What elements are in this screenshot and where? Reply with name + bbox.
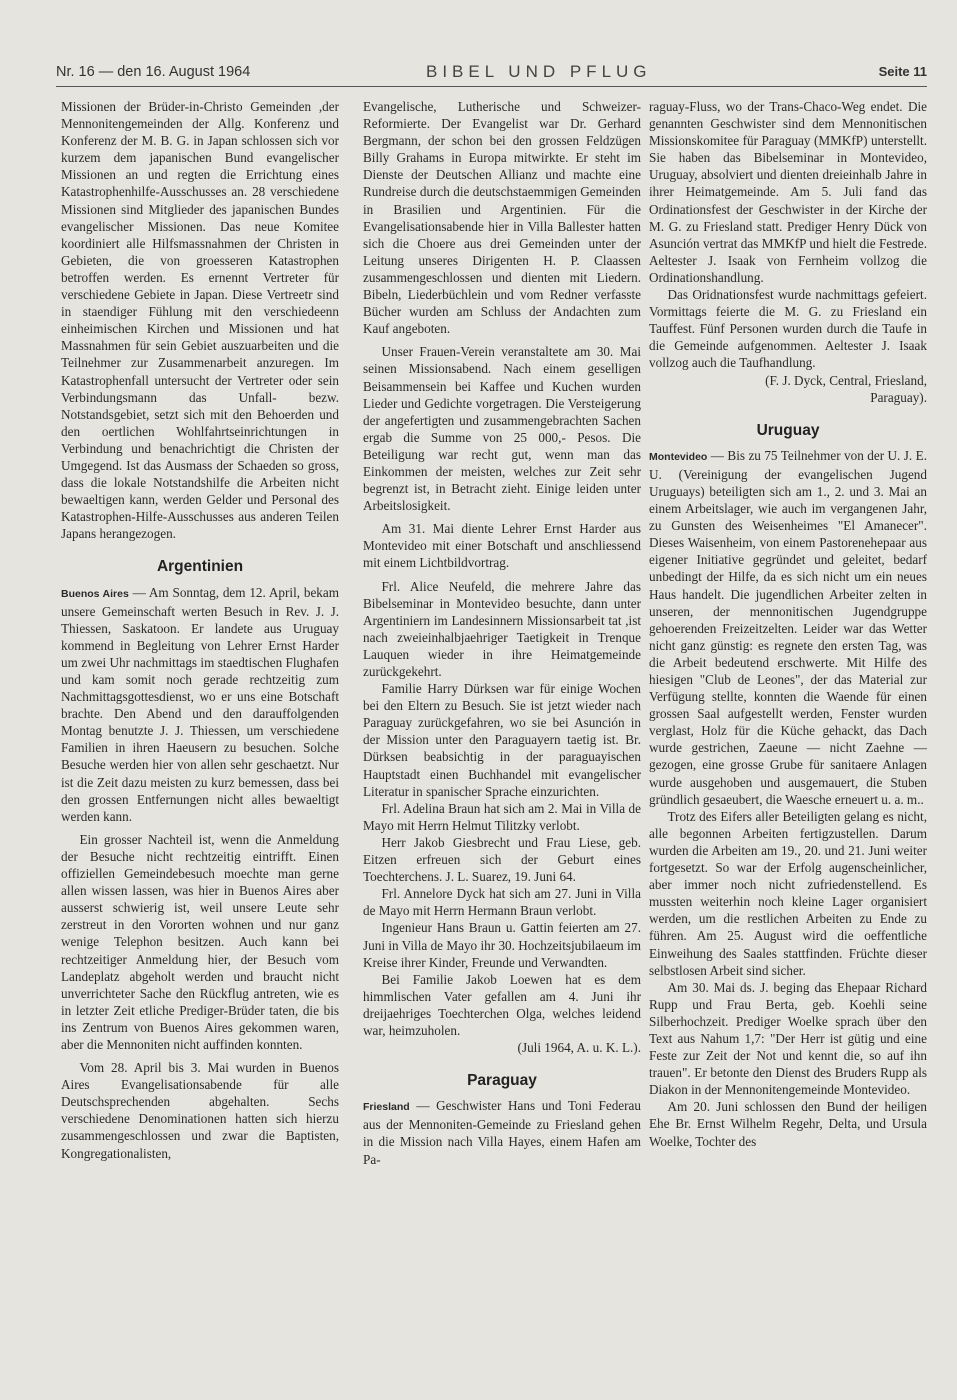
signature: (F. J. Dyck, Central, Friesland, xyxy=(765,372,927,388)
paragraph: Friesland — Geschwister Hans und Toni Federau aus der Mennoniten-Gemeinde zu Friesland gehen in die Mission nach Villa Hayes, einem Hafen am Pa- xyxy=(363,1098,641,1167)
paragraph: Frl. Alice Neufeld, die mehrere Jahre das Bibelseminar in Montevideo besuchte, dann unter Argentiniern im Landesinnern Missionsarbeit tat ,ist nach zweieinhalbjaehriger Taetigkeit in Trenque Lauquen wieder in ihre Heimatgemeinde zurückgekehrt. xyxy=(363,578,641,679)
signature: Paraguay). xyxy=(870,389,927,405)
signature: (Juli 1964, A. u. K. L.). xyxy=(517,1040,641,1056)
paragraph: Herr Jakob Giesbrecht und Frau Liese, geb. Eitzen erfreuen sich der Geburt eines Toechterchens. J. L. Suarez, 19. Juni 64. xyxy=(363,834,641,885)
column-2 xyxy=(363,98,641,1168)
section-heading-paraguay: Paraguay xyxy=(467,1072,537,1090)
paragraph: raguay-Fluss, wo der Trans-Chaco-Weg endet. Die genannten Geschwister sind dem Mennonitischen Missionskomitee für Paraguay (MMKfP) unterstellt. Sie haben das Bibelseminar in Montevideo, Uruguay, absolviert und dienten dreieinhalb Jahre in ihrer Heimatgemeinde. Am 5. Juli fand das Ordinationsfest der Geschwister in der Kirche der M. G. zu Friesland statt. Prediger Henry Dück von Asunción vertrat das MMKfP und hielt die Festrede. Aeltester J. Isaak von Fernheim vollzog die Ordinationshandlung. xyxy=(649,99,927,285)
section-heading-uruguay: Uruguay xyxy=(756,421,820,439)
paragraph: Unser Frauen-Verein veranstaltete am 30. Mai seinen Missionsabend. Nach einem geselligen Beisammensein bei Kaffee und Kuchen wurden Lieder und Gedichte vorgetragen. Die Versteigerung der angefertigten und zusammengebrachten Sachen ergab die Summe von 25 000,- Pesos. Die Beteiligung war recht gut, wenn man das Einkommen der meisten, welches zur Zeit sehr begrenzt ist, in Betracht zieht. Einige leiden unter Arbeitslosigkeit. xyxy=(363,344,641,514)
column-3 xyxy=(649,98,927,1150)
masthead xyxy=(56,60,927,87)
paragraph: Evangelische, Lutherische und Schweizer-Reformierte. Der Evangelist war Dr. Gerhard Bergmann, der schon bei den grossen Feldzügen Billy Grahams in Europa mitwirkte. Er steht im Dienste der Deutschen Allianz und machte eine Rundreise durch die deutschstaemmigen Gemeinden in Brasilien und Argentinien. Für die Evangelisationsabende hier in Villa Ballester hatten sich die Choere aus drei Gemeinden unter der Leitung unseres Dirigenten H. P. Claassen zusammengeschlossen und dienten mit Liedern. Bibeln, Liederbüchlein und vom Redner verfasste Bücher wurden am Schluss der Andachten zum Kauf angeboten. xyxy=(363,99,641,337)
paragraph: Am 20. Juni schlossen den Bund der heiligen Ehe Br. Ernst Wilhelm Regehr, Delta, und Ursula Woelke, Tochter des xyxy=(649,1099,927,1149)
section-heading-argentinien: Argentinien xyxy=(156,558,244,576)
column-1 xyxy=(61,98,339,1162)
paragraph: Trotz des Eifers aller Beteiligten gelang es nicht, alle begonnen Arbeiten fertigzustellen. Darum wurden die Arbeiten am 19., 20. und 21. Juni weiter fortgesetzt. So war der Erfolg augenscheinlicher, aber immer noch nicht zufriedenstellend. Es mussten weiterhin noch kleine Lager organisiert werden, um die restlichen Arbeiten zu Ende zu führen. Am 25. August wird die oeffentliche Einweihung des Saales stattfinden. Früchte dieser selbstlosen Arbeit sind sicher. xyxy=(649,808,927,978)
paragraph: Am 30. Mai ds. J. beging das Ehepaar Richard Rupp und Frau Berta, geb. Koehli seine Silberhochzeit. Prediger Woelke sprach über den Text aus Nahum 1,7: "Der Herr ist gütig und eine Feste zur Zeit der Not und kennt die, so auf ihn trauen". Er betonte den Dienst des Bruders Rupp als Diakon in der Mennonitengemeinde Montevideo. xyxy=(649,979,927,1098)
paragraph: Am 31. Mai diente Lehrer Ernst Harder aus Montevideo mit einer Botschaft und anschliessend mit einem Lichtbildvortrag. xyxy=(363,521,641,571)
paragraph: Familie Harry Dürksen war für einige Wochen bei den Eltern zu Besuch. Sie ist jetzt wieder nach Paraguay zurückgefahren, wo sie bei Asunción in der Mission unter den Paraguayern taetig ist. Br. Dürksen beabsichtig in der paraguayischen Hauptstadt einen Buchhandel mit evangelischer Literatur in spanischer Sprache einzurichten. xyxy=(363,681,641,799)
paragraph: Missionen der Brüder-in-Christo Gemeinden ,der Mennonitengemeinden der Allg. Konferenz und Konferenz der M. B. G. in Japan schlossen sich vor kurzem dem japanischen Bund evangelischer Missionen an und regten die Errichtung eines Katastrophenhilfe-Ausschusses an. 28 verschiedene Missionen sind Mitglieder des japanischen Bundes evangelischer Missionen. Das neue Komitee koordiniert alle Hilfsmassnahmen der Christen in Gebieten, die von groesseren Katastrophen betroffen werden. Es ernennt Vertreter für verschiedene Gebiete in Japan. Diese Vertreetr sind in staendiger Fühlung mit den verschiedeenn einheimischen Kirchen und Missionen und hat Massnahmen für sein Gebiet auszuarbeiten und die Teilnehmer zur Zusammenarbeit anzuregen. Im Katastrophenfall untersucht der Vertreter oder sein Verbindungsmann das Unfall- bezw. Notstandsgebiet, setzt sich mit den Behoerden und den oertlichen Wohlfahrtseinrichtungen in Verbindung und benachrichtigt die Christen der Umgegend. Ist das Ausmass der Schaeden so gross, dass die lokale Notstandshilfe die Arbeiten nicht bewaeltigen kann, werden Gelder und Personal des Katastrophen-Hilfe-Ausschusses aus anderen Teilen Japans herangezogen. xyxy=(61,99,339,542)
issue-date: Nr. 16 — den 16. August 1964 xyxy=(56,64,251,80)
paragraph: Ingenieur Hans Braun u. Gattin feierten am 27. Juni in Villa de Mayo ihr 30. Hochzeitsjubilaeum im Kreise ihrer Kinder, Freunde und Verwandten. xyxy=(363,920,641,970)
paragraph: Bei Familie Jakob Loewen hat es dem himmlischen Vater gefallen am 4. Juni ihr dreijaehriges Toechterchen Olga, welches leidend war, heimzuholen. xyxy=(363,971,641,1038)
paragraph: Das Oridnationsfest wurde nachmittags gefeiert. Vormittags feierte die M. G. zu Friesland ein Tauffest. Fünf Personen wurden durch die Taufe in die Gemeinde aufgenommen. Aeltester J. Isaak vollzog auch die Taufhandlung. xyxy=(649,287,927,371)
paragraph: Vom 28. April bis 3. Mai wurden in Buenos Aires Evangelisationsabende für alle Deutschsprechenden abgehalten. Sechs verschiedene Denominationen hatten sich hierzu zusammengeschlossen und zwar die Baptisten, Kongregationalisten, xyxy=(61,1060,339,1161)
dateline-place: Montevideo xyxy=(649,450,708,463)
page-number: Seite 11 xyxy=(878,64,927,79)
paragraph: Buenos Aires — Am Sonntag, dem 12. April, bekam unsere Gemeinschaft werten Besuch in Rev. J. J. Thiessen, Saskatoon. Er landete aus Uruguay kommend in Begleitung von Lehrer Ernst Harder um zwei Uhr nachmittags im staedtischen Flughafen und kam somit noch gerade rechtzeitig zum Nachmittagsgottesdienst, wo er uns eine Botschaft brachte. Den Abend und den darauffolgenden Montag benutzte J. J. Thiessen, um verschiedene Familien in ihren Haeusern zu besuchen. Solche Besuche werden hier von allen sehr geschaetzt. Nur ist die Zeit dazu meisten zu kurz bemessen, dass bei den grossen Entfernungen nicht alles bewaeltigt werden kann. xyxy=(61,584,339,824)
paragraph: Ein grosser Nachteil ist, wenn die Anmeldung der Besuche nicht rechtzeitig eintrifft. Einen offiziellen Gemeindebesuch moechte man gerne allen wissen lassen, was hier in Buenos Aires aber ausserst schwierig ist, weil unsere Leute sehr zerstreut in den Vororten wohnen und nur ganz wenige Telephon besitzen. Auch kann bei rechtzeitiger Anmeldung hier, der Besuch vom Landeplatz abgeholt werden und braucht nicht unverrichteter Sache den Rückflug antreten, wie es in letzter Zeit etliche Prediger-Brüder taten, die bis ins Zentrum von Buenos Aires gekommen waren, aber die Mennoniten nicht auffinden konnten. xyxy=(61,831,339,1052)
paragraph: Frl. Annelore Dyck hat sich am 27. Juni in Villa de Mayo mit Herrn Hermann Braun verlobt. xyxy=(363,886,641,919)
paragraph: Montevideo — Bis zu 75 Teilnehmer von der U. J. E. U. (Vereinigung der evangelischen Jugend Uruguays) beteiligten sich am 1., 2. und 3. Mai an einem Arbeitslager, wie auch im vergangenen Jahr, zu Gunsten des Weisenheimes "El Amanecer". Dieses Waisenheim, von einem Pastorenehepaar aus eigener Initiative gegründet und geleitet, bedarf unbedingt der Hilfe, da es sich nicht um ein neues Haus handelt. Die jugendlichen Arbeiter zelten in unseren, der mennonitischen Jugendgruppe gehoerenden Freizeitzelten. Leider war das Wetter nicht ganz günstig: es regnete den ersten Tag, was die Arbeit bedeutend erschwerte. Mit Hilfe des hiesigen "Club de Leones", der das Material zur Verfügung stellte, konnten die Waende für einen grossen Saal aufgestellt werden, Fenster wurden verglast, Holz für die Küche gehackt, das Dach wurde gestrichen, Zaeune — nicht Zaehne — gezogen, eine grosse Grube für sanitaere Anlagen wurde ausgehoben und ausgemauert, die Stuben gründlich gesaeubert, die Waesche erneuert u. a. m.. xyxy=(649,447,928,807)
paragraph: Frl. Adelina Braun hat sich am 2. Mai in Villa de Mayo mit Herrn Helmut Tilitzky verlobt. xyxy=(363,800,641,833)
dateline-place: Friesland xyxy=(363,1101,410,1114)
newspaper-title: BIBEL UND PFLUG xyxy=(426,62,652,81)
dateline-place: Buenos Aires xyxy=(61,587,129,600)
